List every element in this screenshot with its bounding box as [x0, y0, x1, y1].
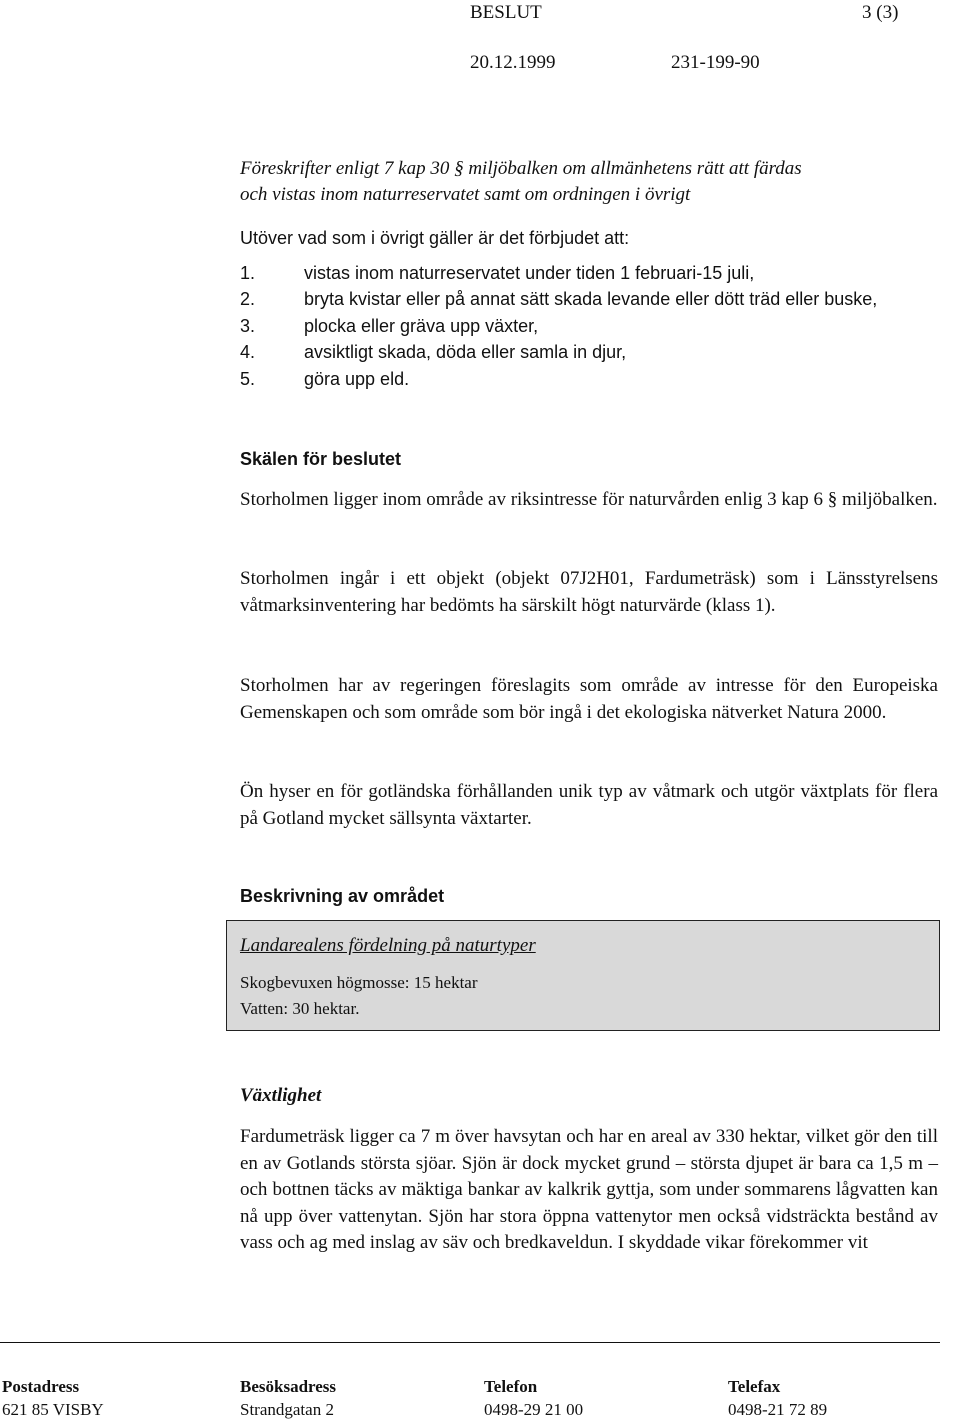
list-item-number: 1. [240, 263, 256, 283]
document-type: BESLUT [470, 2, 542, 23]
list-item-number: 5. [240, 369, 256, 389]
document-reference: 231-199-90 [671, 52, 760, 73]
land-area-box [226, 920, 940, 1031]
rules-heading-line2: och vistas inom naturreservatet samt om ordningen i övrigt [240, 184, 691, 205]
land-area-line: Skogbevuxen högmosse: 15 hektar [240, 973, 478, 992]
flora-heading: Växtlighet [240, 1085, 322, 1106]
page-number: 3 (3) [862, 2, 899, 23]
footer-postal-label: Postadress [2, 1377, 80, 1396]
list-item-number: 3. [240, 316, 256, 336]
reasons-paragraph: Storholmen ingår i ett objekt (objekt 07J2H01, Fardumeträsk) som i Länsstyrelsens våtmarksinventering har bedömts ha särskilt högt naturvärde (klass 1). [240, 568, 938, 616]
footer-visit-value: Strandgatan 2 [240, 1400, 334, 1419]
footer-phone-label: Telefon [484, 1377, 538, 1396]
description-heading: Beskrivning av området [240, 886, 445, 906]
list-item-text: vistas inom naturreservatet under tiden 1 februari-15 juli, [304, 263, 755, 283]
footer-fax-value: 0498-21 72 89 [728, 1400, 828, 1419]
footer-fax-label: Telefax [728, 1377, 781, 1396]
document-date: 20.12.1999 [470, 52, 556, 73]
flora-paragraph: Fardumeträsk ligger ca 7 m över havsytan och har en areal av 330 hektar, vilket gör den till en av Gotlands största sjöar. Sjön är dock mycket grund – största djupet är bara ca 1,5 m – och bottnen täcks av mäktiga bankar av kalkrik gyttja, som under sommarens lågvatten kan nå upp över vattenytan. Sjön har stora öppna vattenytor men också vidsträckta bestånd av vass och ag med inslag av säv och bredkaveldun. I skyddade vikar förekommer vit [240, 1126, 938, 1253]
list-item-number: 4. [240, 342, 256, 362]
list-item-text: bryta kvistar eller på annat sätt skada levande eller dött träd eller buske, [304, 289, 878, 309]
list-item-text: avsiktligt skada, döda eller samla in djur, [304, 342, 627, 362]
footer-phone-value: 0498-29 21 00 [484, 1400, 584, 1419]
rules-heading-line1: Föreskrifter enligt 7 kap 30 § miljöbalken om allmänhetens rätt att färdas [240, 158, 802, 179]
land-area-title: Landarealens fördelning på naturtyper [240, 935, 536, 956]
list-item-number: 2. [240, 289, 256, 309]
footer-postal-value: 621 85 VISBY [2, 1400, 104, 1419]
rules-intro: Utöver vad som i övrigt gäller är det förbjudet att: [240, 228, 630, 248]
land-area-line: Vatten: 30 hektar. [240, 999, 360, 1018]
reasons-paragraph: Storholmen ligger inom område av riksintresse för naturvården enlig 3 kap 6 § miljöbalken. [240, 489, 938, 510]
reasons-heading: Skälen för beslutet [240, 449, 402, 469]
reasons-paragraph: Storholmen har av regeringen föreslagits som område av intresse för den Europeiska Gemenskapen och som område som bör ingå i det ekologiska nätverket Natura 2000. [240, 675, 938, 723]
footer-visit-label: Besöksadress [240, 1377, 337, 1396]
reasons-paragraph: Ön hyser en för gotländska förhållanden unik typ av våtmark och utgör växtplats för flera på Gotland mycket sällsynta växtarter. [240, 781, 938, 829]
list-item-text: plocka eller gräva upp växter, [304, 316, 539, 336]
list-item-text: göra upp eld. [304, 369, 410, 389]
footer-divider [0, 1342, 940, 1343]
